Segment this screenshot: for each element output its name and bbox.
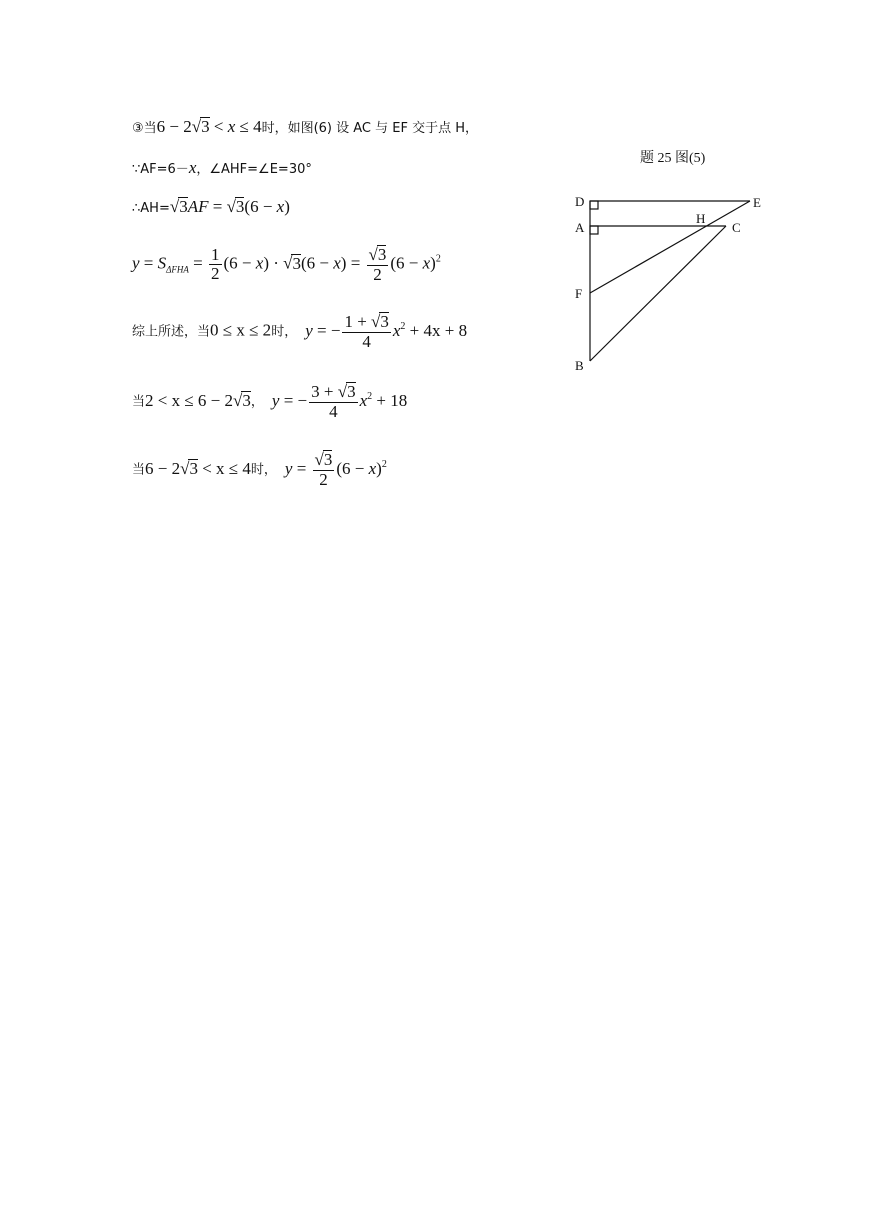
case3b-den: 2 <box>319 469 328 489</box>
right-angle-mark-a <box>590 226 598 234</box>
area-tail: (6 − <box>390 253 423 273</box>
label-d: D <box>575 194 585 209</box>
label-c: C <box>732 220 741 235</box>
case3-mid: 时，如图(6) 设 AC 与 EF 交于点 H， <box>261 121 478 136</box>
area-eq: = <box>139 253 158 273</box>
area-x1: x <box>255 253 264 273</box>
case2-num-a: 3 + <box>311 382 338 401</box>
case2-exp: 2 <box>367 390 373 402</box>
case3b-lead: 当 <box>132 462 146 478</box>
therefore-eq: = <box>208 197 227 216</box>
area-x2: x <box>333 253 341 273</box>
half-den: 2 <box>211 264 220 284</box>
summary-exp: 2 <box>400 320 406 332</box>
segment-fe <box>590 201 750 293</box>
therefore-text: ∴AH= <box>132 201 170 216</box>
area-mid3: (6 − <box>300 253 334 273</box>
case2-tail: + 18 <box>372 390 408 410</box>
case3-cond-radicand: 3 <box>201 117 210 136</box>
case3b-tail: (6 − <box>336 458 369 478</box>
sqrt-symbol: √ <box>226 197 236 216</box>
sqrt-symbol: √ <box>169 197 180 216</box>
therefore-line <box>132 197 290 217</box>
summary-line <box>132 312 467 351</box>
frac-radicand: 3 <box>377 245 387 264</box>
frac-num <box>367 245 389 266</box>
since-x: x <box>188 158 197 177</box>
case2-x: x <box>359 390 368 410</box>
case2-den: 4 <box>329 401 338 421</box>
case3b-cond <box>145 459 251 478</box>
summary-lead: 综上所述，当 <box>132 324 211 340</box>
area-mid: (6 − <box>223 253 256 273</box>
half-fraction <box>209 246 222 284</box>
case3-condition <box>157 117 262 136</box>
therefore-tail: (6 − <box>244 197 277 216</box>
sqrt-symbol: √ <box>283 253 293 273</box>
case3-cond-b: < <box>209 117 228 136</box>
case2-cond-a: 2 < x ≤ 6 − 2 <box>145 390 234 410</box>
sqrt-symbol: √ <box>314 450 324 469</box>
case3b-eq: = <box>292 458 311 478</box>
right-angle-mark-d <box>590 201 598 209</box>
therefore-formula <box>170 197 290 216</box>
case3b-line <box>132 450 387 489</box>
case3b-exp: 2 <box>381 458 387 470</box>
case2-formula <box>271 382 408 421</box>
case3b-time: 时， <box>250 462 277 478</box>
area-formula-line <box>132 245 441 284</box>
case3b-radicand: 3 <box>323 450 333 469</box>
case3b-cond-b: < x ≤ 4 <box>197 458 251 478</box>
therefore-radicand-1: 3 <box>179 197 188 216</box>
case2-lead: 当 <box>132 394 146 410</box>
case2-fraction <box>309 382 357 421</box>
case3b-close: ) <box>376 458 382 478</box>
segment-bc <box>590 226 726 361</box>
summary-den: 4 <box>362 331 371 351</box>
therefore-x: x <box>276 197 285 216</box>
therefore-af: AF <box>187 197 209 216</box>
case2-eq: = − <box>279 390 308 410</box>
since-text: ∵AF=6－ <box>132 162 189 177</box>
area-tail2: ) <box>430 253 436 273</box>
case3b-cond-radicand: 3 <box>189 458 198 478</box>
case2-cond <box>145 391 251 410</box>
case2-num <box>309 382 357 403</box>
sqrt3-over-2-fraction <box>367 245 389 284</box>
area-eq2: = <box>188 253 208 273</box>
label-h: H <box>696 211 706 226</box>
sqrt-symbol: √ <box>368 245 378 264</box>
summary-radicand: 3 <box>380 312 389 331</box>
case2-cond-radicand: 3 <box>242 390 251 410</box>
sqrt-symbol: √ <box>371 312 381 331</box>
geometry-figure <box>560 185 780 385</box>
label-b: B <box>575 358 584 373</box>
sqrt-symbol: √ <box>191 117 202 136</box>
area-radicand: 3 <box>292 253 301 273</box>
case3b-y: y <box>284 458 293 478</box>
therefore-close: ) <box>284 197 290 216</box>
summary-x: x <box>392 320 401 340</box>
since-line <box>132 158 312 178</box>
summary-num-a: 1 + <box>344 312 372 331</box>
case2-line <box>132 382 407 421</box>
summary-cond: 0 ≤ x ≤ 2 <box>210 320 272 340</box>
summary-y: y <box>305 320 313 340</box>
sqrt-symbol: √ <box>180 458 190 478</box>
label-e: E <box>753 195 761 210</box>
area-exp: 2 <box>435 253 441 265</box>
summary-tail: + 4x + 8 <box>405 320 468 340</box>
sqrt-symbol: √ <box>337 382 348 401</box>
case2-y: y <box>271 390 280 410</box>
area-mid4: ) = <box>340 253 365 273</box>
case3-cond-x: x <box>227 117 236 136</box>
case3-cond-c: ≤ 4 <box>235 117 262 136</box>
figure-caption: 题 25 图(5) <box>640 151 706 166</box>
half-num: 1 <box>211 244 220 264</box>
case3-lead: ③当 <box>132 121 157 136</box>
case2-sep: ， <box>250 394 264 410</box>
case3b-cond-a: 6 − 2 <box>145 458 181 478</box>
since-angle: ，∠AHF=∠E=30° <box>196 162 312 177</box>
label-a: A <box>575 220 585 235</box>
summary-eq: = − <box>312 320 341 340</box>
summary-fraction <box>342 312 390 351</box>
area-x3: x <box>422 253 431 273</box>
label-f: F <box>575 286 583 301</box>
case3b-fraction <box>313 450 335 489</box>
case3-line <box>132 117 478 137</box>
case3-cond-a: 6 − 2 <box>156 117 192 136</box>
case3b-x: x <box>368 458 377 478</box>
area-sub: ΔFHA <box>166 264 189 275</box>
area-y: y <box>132 253 140 273</box>
case3b-num <box>313 450 335 471</box>
case3b-formula <box>284 450 387 489</box>
therefore-radicand-2: 3 <box>235 197 245 216</box>
frac-den: 2 <box>373 264 382 284</box>
area-s: S <box>157 253 167 273</box>
summary-num <box>342 312 390 333</box>
summary-formula <box>305 312 468 351</box>
sqrt-symbol: √ <box>233 390 243 410</box>
case2-radicand: 3 <box>347 382 356 401</box>
summary-time: 时， <box>271 324 298 340</box>
area-mid2: ) · <box>263 253 284 273</box>
